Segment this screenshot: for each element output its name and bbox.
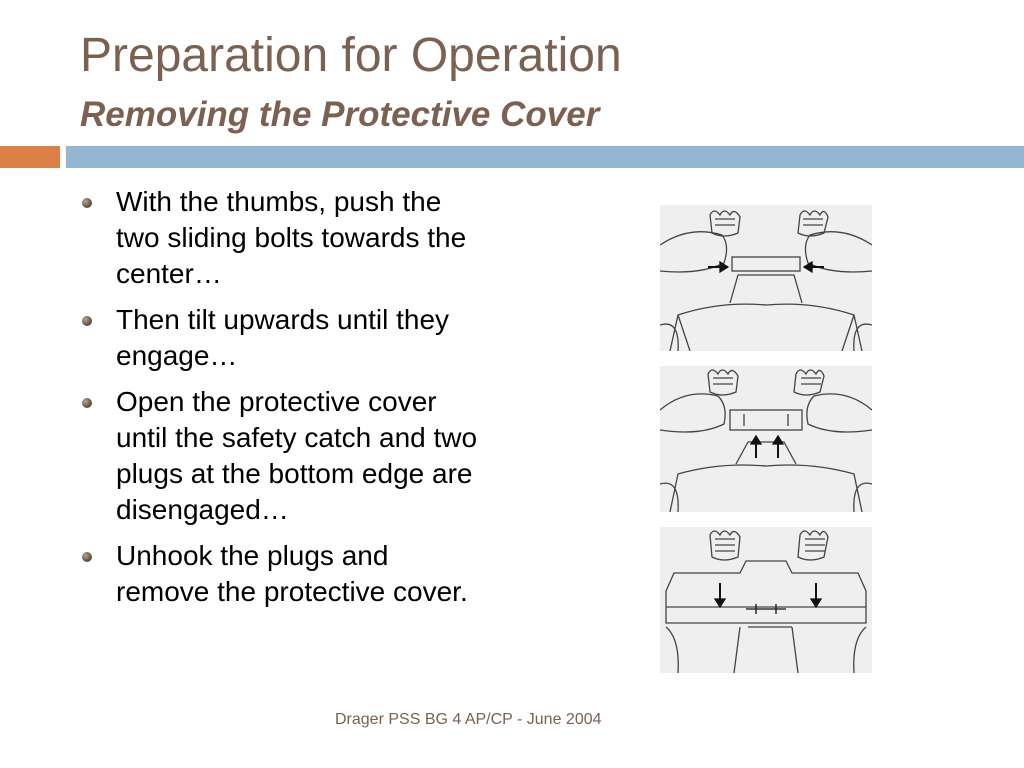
bullet-item bbox=[78, 384, 478, 528]
bullet-item bbox=[78, 538, 478, 610]
figure-step-push-bolts bbox=[660, 205, 872, 351]
bullet-text: Open the protective cover until the safety catch and two plugs at the bottom edge are disengaged… bbox=[116, 386, 478, 525]
round-bullet-icon bbox=[82, 552, 92, 562]
instruction-figure bbox=[660, 205, 872, 673]
round-bullet-icon bbox=[82, 316, 92, 326]
round-bullet-icon bbox=[82, 398, 92, 408]
bullet-item bbox=[78, 184, 478, 292]
slide-subtitle: Removing the Protective Cover bbox=[80, 95, 600, 134]
figure-step-tilt-up bbox=[660, 366, 872, 512]
figure-step-open-cover bbox=[660, 527, 872, 673]
round-bullet-icon bbox=[82, 198, 92, 208]
bullet-text: Then tilt upwards until they engage… bbox=[116, 304, 450, 371]
bullet-text: Unhook the plugs and remove the protective cover. bbox=[116, 540, 468, 607]
header-bar bbox=[66, 146, 1024, 168]
bullet-text: With the thumbs, push the two sliding bolts towards the center… bbox=[116, 186, 467, 289]
slide-footer: Drager PSS BG 4 AP/CP - June 2004 bbox=[335, 711, 602, 728]
accent-bar bbox=[0, 146, 60, 168]
bullet-item bbox=[78, 302, 478, 374]
slide-title: Preparation for Operation bbox=[80, 29, 622, 82]
bullet-list bbox=[78, 184, 478, 620]
